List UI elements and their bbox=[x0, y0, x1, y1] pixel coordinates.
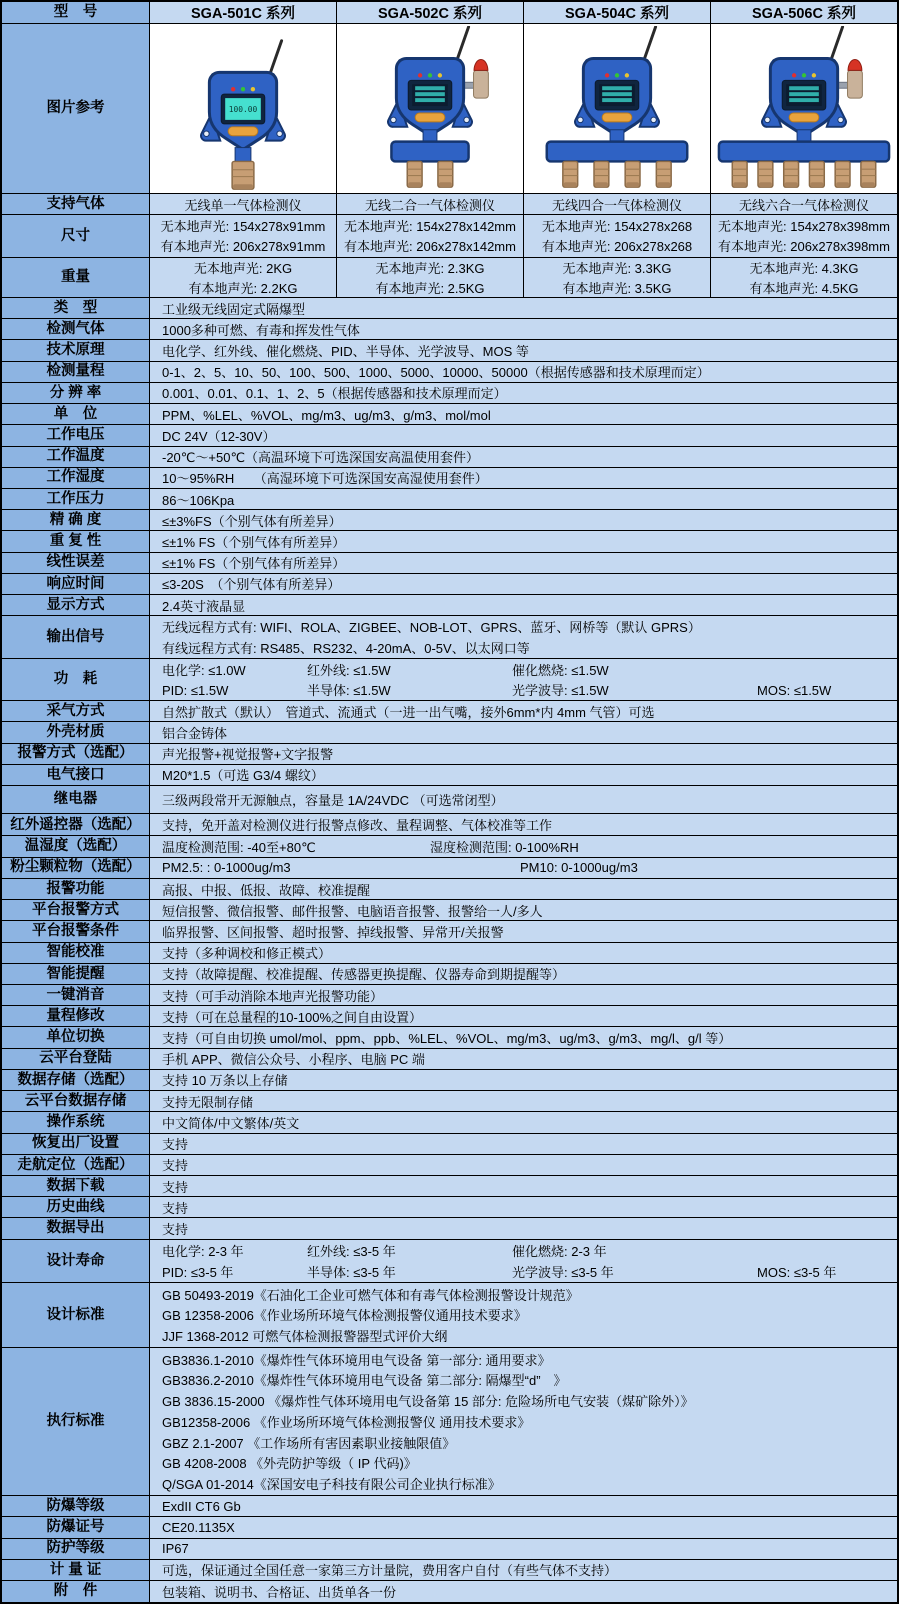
row-label: 精 确 度 bbox=[2, 510, 150, 530]
cell-line: 无本地声光: 2.3KG bbox=[375, 261, 485, 277]
value-line: JJF 1368-2012 可燃气体检测报警器型式评价大纲 bbox=[162, 1329, 448, 1345]
svg-text:100.00: 100.00 bbox=[228, 104, 258, 114]
row-value: M20*1.5（可选 G3/4 螺纹） bbox=[162, 768, 324, 784]
model-header: SGA-502C 系列 bbox=[337, 2, 524, 23]
spec-cell bbox=[711, 258, 897, 297]
row-value-area bbox=[150, 553, 897, 573]
row-value: 支持（可手动消除本地声光报警功能） bbox=[162, 988, 384, 1004]
row-value-area bbox=[150, 836, 897, 856]
row-label: 云平台数据存储 bbox=[2, 1091, 150, 1111]
row-value: 支持（多种调校和修正模式） bbox=[162, 946, 332, 962]
table-row bbox=[2, 900, 897, 921]
row-value-area bbox=[150, 1218, 897, 1238]
table-row bbox=[2, 2, 897, 24]
cell-line: 无线单一气体检测仪 bbox=[184, 197, 302, 213]
spec-cell bbox=[337, 194, 524, 214]
cell-line: 有本地声光: 206x278x398mm bbox=[718, 239, 890, 255]
row-label: 设计寿命 bbox=[2, 1240, 150, 1282]
value-line: GB 12358-2006《作业场所环境气体检测报警仪通用技术要求》 bbox=[162, 1308, 527, 1324]
table-row bbox=[2, 1283, 897, 1348]
value-segment: 电化学: ≤1.0W bbox=[162, 662, 246, 678]
row-label: 采气方式 bbox=[2, 701, 150, 721]
value-line: Q/SGA 01-2014《深国安电子科技有限公司企业执行标准》 bbox=[162, 1477, 501, 1493]
row-value-area bbox=[150, 964, 897, 984]
row-value-area bbox=[150, 319, 897, 339]
row-value: 支持 bbox=[162, 1158, 189, 1174]
detector-image bbox=[150, 24, 337, 193]
row-value-area bbox=[150, 595, 897, 615]
value-segment: PID: ≤1.5W bbox=[162, 682, 229, 698]
row-label: 工作湿度 bbox=[2, 468, 150, 488]
table-row bbox=[2, 531, 897, 552]
cell-line: 无本地声光: 4.3KG bbox=[749, 261, 859, 277]
row-value-area bbox=[150, 1348, 897, 1495]
row-label: 报警方式（选配） bbox=[2, 744, 150, 764]
table-row bbox=[2, 447, 897, 468]
table-row bbox=[2, 489, 897, 510]
model-header-cells bbox=[150, 2, 897, 23]
row-value-area bbox=[150, 362, 897, 382]
row-label: 平台报警方式 bbox=[2, 900, 150, 920]
value-segment: 催化燃烧: ≤1.5W bbox=[512, 662, 609, 678]
row-value-area bbox=[150, 786, 897, 813]
row-value-area bbox=[150, 1197, 897, 1217]
row-value-area bbox=[150, 1240, 897, 1282]
row-value-area bbox=[150, 447, 897, 467]
table-row bbox=[2, 574, 897, 595]
table-row bbox=[2, 595, 897, 616]
row-value: 支持 bbox=[162, 1137, 189, 1153]
row-label: 类 型 bbox=[2, 298, 150, 318]
table-row bbox=[2, 659, 897, 701]
model-row-label: 型 号 bbox=[2, 2, 150, 23]
row-value-area bbox=[150, 1091, 897, 1111]
spec-cell bbox=[524, 215, 711, 256]
row-label: 走航定位（选配） bbox=[2, 1155, 150, 1175]
spec-cell bbox=[711, 194, 897, 214]
row-label: 响应时间 bbox=[2, 574, 150, 594]
value-line: GB12358-2006 《作业场所环境气体检测报警仪 通用技术要求》 bbox=[162, 1414, 531, 1430]
row-value-area bbox=[150, 1027, 897, 1047]
row-label: 防爆等级 bbox=[2, 1496, 150, 1516]
row-label: 工作温度 bbox=[2, 447, 150, 467]
table-row bbox=[2, 553, 897, 574]
row-value: 三级两段常开无源触点，容量是 1A/24VDC （可选常闭型） bbox=[162, 793, 504, 809]
row-value-area bbox=[150, 701, 897, 721]
value-segment: MOS: ≤1.5W bbox=[757, 682, 832, 698]
row-value: ≤±1% FS（个别气体有所差异） bbox=[162, 556, 346, 572]
row-value: 支持（可自由切换 umol/mol、ppm、ppb、%LEL、%VOL、mg/m3、ug/m3、g/m3、mg/l、g/l 等） bbox=[162, 1031, 732, 1047]
row-value: ≤±1% FS（个别气体有所差异） bbox=[162, 534, 346, 550]
row-label: 恢复出厂设置 bbox=[2, 1134, 150, 1154]
table-row bbox=[2, 1539, 897, 1560]
row-value-area bbox=[150, 531, 897, 551]
table-row bbox=[2, 510, 897, 531]
model-header: SGA-501C 系列 bbox=[150, 2, 337, 23]
row-value: 1000多种可燃、有毒和挥发性气体 bbox=[162, 322, 360, 338]
cell-line: 有本地声光: 206x278x268 bbox=[541, 239, 693, 255]
quad-cells bbox=[150, 194, 897, 214]
table-row bbox=[2, 1218, 897, 1239]
spec-cell bbox=[337, 258, 524, 297]
row-value-area bbox=[150, 722, 897, 742]
row-value: 支持（故障提醒、校准提醒、传感器更换提醒、仪器寿命到期提醒等） bbox=[162, 967, 566, 983]
row-label: 数据导出 bbox=[2, 1218, 150, 1238]
table-row bbox=[2, 701, 897, 722]
row-value: 工业级无线固定式隔爆型 bbox=[162, 301, 306, 317]
table-row bbox=[2, 258, 897, 298]
model-header: SGA-504C 系列 bbox=[524, 2, 711, 23]
spec-cell bbox=[150, 215, 337, 256]
spec-cell bbox=[524, 258, 711, 297]
row-label: 单 位 bbox=[2, 404, 150, 424]
cell-line: 无本地声光: 3.3KG bbox=[562, 261, 672, 277]
table-row bbox=[2, 765, 897, 786]
detector-image bbox=[711, 24, 897, 193]
spec-cell bbox=[150, 194, 337, 214]
value-line: GB 3836.15-2000 《爆炸性气体环境用电气设备第 15 部分: 危险场所电气安装（煤矿除外）》 bbox=[162, 1394, 694, 1410]
table-row bbox=[2, 985, 897, 1006]
cell-line: 无本地声光: 2KG bbox=[193, 261, 293, 277]
row-value-area bbox=[150, 1176, 897, 1196]
cell-line: 有本地声光: 2.5KG bbox=[375, 280, 485, 296]
cell-line: 无线四合一气体检测仪 bbox=[551, 197, 682, 213]
spec-cell bbox=[711, 215, 897, 256]
row-label: 温湿度（选配） bbox=[2, 836, 150, 856]
row-value-area bbox=[150, 1496, 897, 1516]
row-value-area bbox=[150, 858, 897, 878]
row-value: 支持（可在总量程的10-100%之间自由设置） bbox=[162, 1009, 423, 1025]
table-row bbox=[2, 616, 897, 658]
value-segment: 光学波导: ≤1.5W bbox=[512, 682, 609, 698]
row-value-area bbox=[150, 383, 897, 403]
detector-images bbox=[150, 24, 897, 193]
table-row bbox=[2, 1134, 897, 1155]
table-row bbox=[2, 1240, 897, 1283]
table-row bbox=[2, 468, 897, 489]
table-row bbox=[2, 1517, 897, 1538]
cell-line: 无本地声光: 154x278x398mm bbox=[718, 219, 890, 235]
table-row bbox=[2, 1560, 897, 1581]
table-row bbox=[2, 1176, 897, 1197]
table-row bbox=[2, 340, 897, 361]
table-row bbox=[2, 298, 897, 319]
row-label: 尺寸 bbox=[2, 215, 150, 256]
row-value: 中文简体/中文繁体/英文 bbox=[162, 1115, 300, 1131]
row-label: 智能提醒 bbox=[2, 964, 150, 984]
row-label: 功 耗 bbox=[2, 659, 150, 700]
row-value-area bbox=[150, 921, 897, 941]
row-value: 自然扩散式（默认） 管道式、流通式（一进一出气嘴，接外6mm*内 4mm 气管）可选 bbox=[162, 704, 655, 720]
table-row bbox=[2, 722, 897, 743]
row-value: 0.001、0.01、0.1、1、2、5（根据传感器和技术原理而定） bbox=[162, 386, 507, 402]
row-label: 支持气体 bbox=[2, 194, 150, 214]
table-row bbox=[2, 1348, 897, 1496]
row-label: 附 件 bbox=[2, 1581, 150, 1602]
row-label: 防爆证号 bbox=[2, 1517, 150, 1537]
row-value-area bbox=[150, 468, 897, 488]
value-segment: PID: ≤3-5 年 bbox=[162, 1264, 234, 1280]
detector-image bbox=[337, 24, 524, 193]
table-row bbox=[2, 404, 897, 425]
row-value: 支持 bbox=[162, 1222, 189, 1238]
row-value-area bbox=[150, 1134, 897, 1154]
row-label: 输出信号 bbox=[2, 616, 150, 657]
spec-cell bbox=[524, 194, 711, 214]
row-label: 操作系统 bbox=[2, 1112, 150, 1132]
row-value-area bbox=[150, 1155, 897, 1175]
cell-line: 无本地声光: 154x278x91mm bbox=[160, 219, 326, 235]
table-row bbox=[2, 383, 897, 404]
cell-line: 有本地声光: 2.2KG bbox=[188, 280, 298, 296]
row-label: 线性误差 bbox=[2, 553, 150, 573]
table-row bbox=[2, 744, 897, 765]
table-row bbox=[2, 921, 897, 942]
row-value-area bbox=[150, 510, 897, 530]
table-row bbox=[2, 1112, 897, 1133]
value-segment: 半导体: ≤3-5 年 bbox=[307, 1264, 396, 1280]
row-value-area bbox=[150, 404, 897, 424]
row-label: 工作电压 bbox=[2, 425, 150, 445]
table-row bbox=[2, 836, 897, 857]
row-label: 单位切换 bbox=[2, 1027, 150, 1047]
row-value: 2.4英寸液晶显 bbox=[162, 598, 246, 614]
row-label: 数据存储（选配） bbox=[2, 1070, 150, 1090]
row-value-area bbox=[150, 616, 897, 657]
row-value-area bbox=[150, 1517, 897, 1537]
value-line bbox=[162, 1241, 897, 1260]
row-value-area bbox=[150, 1070, 897, 1090]
cell-line: 无本地声光: 154x278x142mm bbox=[344, 219, 516, 235]
row-label: 一键消音 bbox=[2, 985, 150, 1005]
value-line bbox=[162, 860, 897, 875]
value-segment: 红外线: ≤1.5W bbox=[307, 662, 391, 678]
cell-line: 无线二合一气体检测仪 bbox=[364, 197, 495, 213]
row-label: 防护等级 bbox=[2, 1539, 150, 1559]
table-row bbox=[2, 879, 897, 900]
model-header: SGA-506C 系列 bbox=[752, 6, 856, 23]
table-row bbox=[2, 1197, 897, 1218]
value-line: 有线远程方式有: RS485、RS232、4-20mA、0-5V、以太网口等 bbox=[162, 640, 530, 656]
row-label: 计 量 证 bbox=[2, 1560, 150, 1580]
row-value-area bbox=[150, 814, 897, 835]
row-label: 红外遥控器（选配） bbox=[2, 814, 150, 835]
row-label: 报警功能 bbox=[2, 879, 150, 899]
quad-cells bbox=[150, 258, 897, 297]
table-row bbox=[2, 194, 897, 215]
row-label: 粉尘颗粒物（选配） bbox=[2, 858, 150, 878]
table-row bbox=[2, 1070, 897, 1091]
table-row bbox=[2, 943, 897, 964]
value-line: GB3836.2-2010《爆炸性气体环境用电气设备 第二部分: 隔爆型“d” 》 bbox=[162, 1373, 567, 1389]
row-value: DC 24V（12-30V） bbox=[162, 428, 276, 444]
row-value: ExdII CT6 Gb bbox=[162, 1498, 241, 1514]
value-line: GB3836.1-2010《爆炸性气体环境用电气设备 第一部分: 通用要求》 bbox=[162, 1352, 551, 1368]
value-line bbox=[162, 1262, 897, 1281]
row-label: 技术原理 bbox=[2, 340, 150, 360]
row-value: IP67 bbox=[162, 1541, 189, 1557]
table-row bbox=[2, 1027, 897, 1048]
row-value: 手机 APP、微信公众号、小程序、电脑 PC 端 bbox=[162, 1052, 425, 1068]
value-line bbox=[162, 680, 897, 699]
row-label: 设计标准 bbox=[2, 1283, 150, 1347]
table-row bbox=[2, 814, 897, 836]
row-value-area bbox=[150, 744, 897, 764]
table-row bbox=[2, 1496, 897, 1517]
value-line: 无线远程方式有: WIFI、ROLA、ZIGBEE、NOB-LOT、GPRS、蓝牙、网桥等（默认 GPRS） bbox=[162, 620, 701, 636]
row-value-area bbox=[150, 574, 897, 594]
value-segment: 电化学: 2-3 年 bbox=[162, 1244, 244, 1260]
row-label: 智能校准 bbox=[2, 943, 150, 963]
row-value: 支持 bbox=[162, 1179, 189, 1195]
table-row bbox=[2, 1049, 897, 1070]
row-value-area bbox=[150, 1581, 897, 1602]
table-row bbox=[2, 319, 897, 340]
row-value-area bbox=[150, 340, 897, 360]
row-value-area bbox=[150, 900, 897, 920]
value-segment: 红外线: ≤3-5 年 bbox=[307, 1244, 396, 1260]
row-value: 可选，保证通过全国任意一家第三方计量院，费用客户自付（有些气体不支持） bbox=[162, 1563, 618, 1579]
table-row bbox=[2, 964, 897, 985]
table-row bbox=[2, 1006, 897, 1027]
row-label: 外壳材质 bbox=[2, 722, 150, 742]
row-value-area bbox=[150, 1283, 897, 1347]
cell-line: 有本地声光: 4.5KG bbox=[749, 280, 859, 296]
table-row bbox=[2, 362, 897, 383]
row-value: -20℃～+50℃（高温环境下可选深国安高温使用套件） bbox=[162, 450, 480, 466]
value-line bbox=[162, 837, 897, 856]
row-label: 云平台登陆 bbox=[2, 1049, 150, 1069]
row-value: 包装箱、说明书、合格证、出货单各一份 bbox=[162, 1585, 397, 1601]
value-line: GB 50493-2019《石油化工企业可燃气体和有毒气体检测报警设计规范》 bbox=[162, 1287, 579, 1303]
value-segment: 半导体: ≤1.5W bbox=[307, 682, 391, 698]
row-value-area bbox=[150, 659, 897, 700]
cell-line: 有本地声光: 206x278x91mm bbox=[160, 239, 326, 255]
row-value-area bbox=[150, 1049, 897, 1069]
cell-line: 无本地声光: 154x278x268 bbox=[541, 219, 693, 235]
row-value: 电化学、红外线、催化燃烧、PID、半导体、光学波导、MOS 等 bbox=[162, 344, 529, 360]
row-label: 量程修改 bbox=[2, 1006, 150, 1026]
value-line: GBZ 2.1-2007 《工作场所有害因素职业接触限值》 bbox=[162, 1435, 456, 1451]
row-value-area bbox=[150, 1539, 897, 1559]
row-label: 分 辨 率 bbox=[2, 383, 150, 403]
table-row bbox=[2, 1581, 897, 1602]
row-value: 支持，免开盖对检测仪进行报警点修改、量程调整、气体校准等工作 bbox=[162, 818, 553, 834]
row-label: 数据下载 bbox=[2, 1176, 150, 1196]
row-value-area bbox=[150, 985, 897, 1005]
table-row bbox=[2, 1091, 897, 1112]
row-label: 检测量程 bbox=[2, 362, 150, 382]
row-value: 声光报警+视觉报警+文字报警 bbox=[162, 747, 334, 763]
row-value: 86～106Kpa bbox=[162, 492, 235, 508]
row-value-area bbox=[150, 425, 897, 445]
image-row-label: 图片参考 bbox=[2, 24, 150, 193]
value-segment: 催化燃烧: 2-3 年 bbox=[512, 1244, 607, 1260]
row-value: 支持 10 万条以上存储 bbox=[162, 1073, 288, 1089]
row-value-area bbox=[150, 1560, 897, 1580]
cell-line: 有本地声光: 206x278x142mm bbox=[344, 239, 516, 255]
row-label: 历史曲线 bbox=[2, 1197, 150, 1217]
row-value-area bbox=[150, 765, 897, 785]
row-value-area bbox=[150, 879, 897, 899]
row-value: 短信报警、微信报警、邮件报警、电脑语音报警、报警给一人/多人 bbox=[162, 903, 543, 919]
row-value: ≤3-20S （个别气体有所差异） bbox=[162, 577, 341, 593]
value-line bbox=[162, 660, 897, 679]
row-value: 铝合金铸体 bbox=[162, 725, 228, 741]
row-label: 检测气体 bbox=[2, 319, 150, 339]
row-value-area bbox=[150, 943, 897, 963]
cell-line: 有本地声光: 3.5KG bbox=[562, 280, 672, 296]
row-value: CE20.1135X bbox=[162, 1520, 235, 1536]
spec-cell bbox=[150, 258, 337, 297]
row-label: 继电器 bbox=[2, 786, 150, 813]
value-line: GB 4208-2008 《外壳防护等级（ IP 代码)》 bbox=[162, 1456, 417, 1472]
row-value: ≤±3%FS（个别气体有所差异） bbox=[162, 513, 342, 529]
row-label: 重量 bbox=[2, 258, 150, 297]
row-label: 平台报警条件 bbox=[2, 921, 150, 941]
row-label: 工作压力 bbox=[2, 489, 150, 509]
row-value: 支持 bbox=[162, 1200, 189, 1216]
row-value: 0-1、2、5、10、50、100、500、1000、5000、10000、50000（根据传感器和技术原理而定） bbox=[162, 365, 710, 381]
value-segment: 温度检测范围: -40至+80℃ bbox=[162, 840, 316, 856]
row-value-area bbox=[150, 1006, 897, 1026]
row-value: PPM、%LEL、%VOL、mg/m3、ug/m3、g/m3、mol/mol bbox=[162, 407, 491, 423]
row-value-area bbox=[150, 298, 897, 318]
value-segment: 光学波导: ≤3-5 年 bbox=[512, 1264, 614, 1280]
table-row bbox=[2, 786, 897, 814]
spec-cell bbox=[337, 215, 524, 256]
table-row bbox=[2, 1155, 897, 1176]
table-row bbox=[2, 425, 897, 446]
row-label: 电气接口 bbox=[2, 765, 150, 785]
row-label: 重 复 性 bbox=[2, 531, 150, 551]
table-row bbox=[2, 24, 897, 194]
row-value: 临界报警、区间报警、超时报警、掉线报警、异常开/关报警 bbox=[162, 924, 504, 940]
value-segment: PM10: 0-1000ug/m3 bbox=[520, 860, 638, 876]
row-value: 高报、中报、低报、故障、校准提醒 bbox=[162, 882, 371, 898]
quad-cells bbox=[150, 215, 897, 256]
row-value-area bbox=[150, 489, 897, 509]
row-value: 支持无限制存储 bbox=[162, 1094, 254, 1110]
row-value: 10～95%RH （高湿环境下可选深国安高湿使用套件） bbox=[162, 471, 488, 487]
row-value-area bbox=[150, 1112, 897, 1132]
table-row bbox=[2, 858, 897, 879]
detector-image bbox=[524, 24, 711, 193]
value-segment: 湿度检测范围: 0-100%RH bbox=[430, 840, 579, 856]
value-segment: PM2.5: : 0-1000ug/m3 bbox=[162, 860, 291, 876]
value-segment: MOS: ≤3-5 年 bbox=[757, 1264, 837, 1280]
row-label: 显示方式 bbox=[2, 595, 150, 615]
cell-line: 无线六合一气体检测仪 bbox=[738, 197, 869, 213]
table-row bbox=[2, 215, 897, 257]
row-label: 执行标准 bbox=[2, 1348, 150, 1495]
